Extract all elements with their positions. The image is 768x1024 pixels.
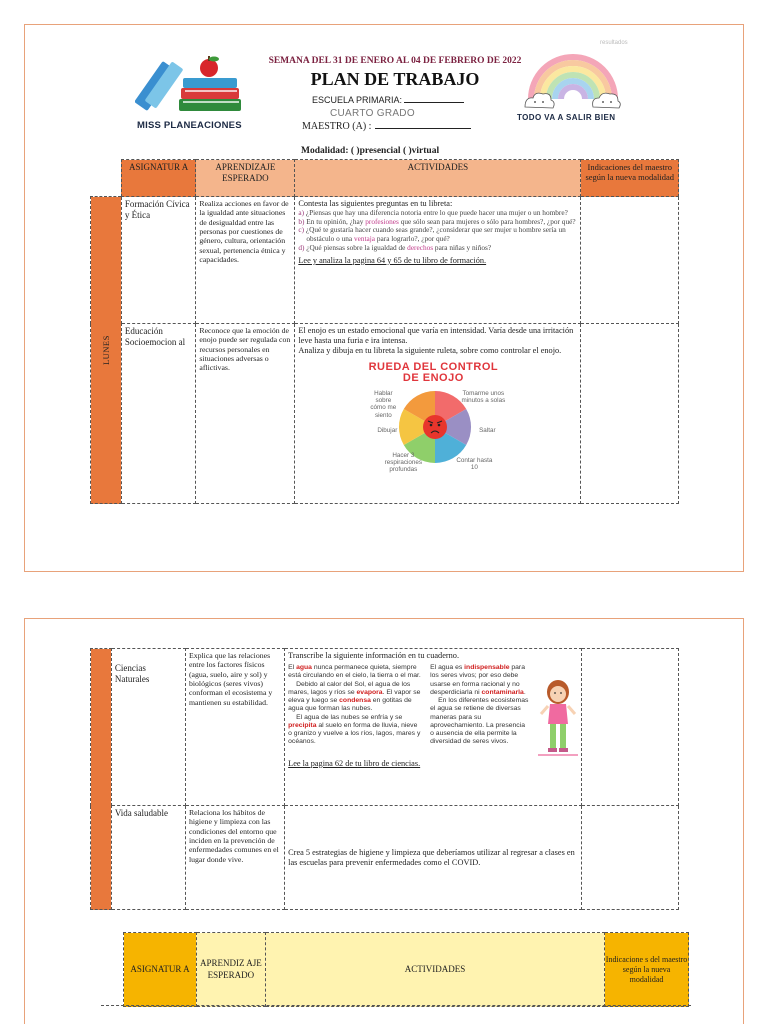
activity-text-1: El enojo es un estado emocional que varía en intensidad. Varía desde una irritación leve hasta una furia e ira intensa. (298, 326, 574, 345)
rainbow-cloud-icon (523, 47, 623, 115)
plan-table-3-header (123, 932, 689, 1007)
table-row-ciencias (91, 649, 679, 806)
table-row-socio (91, 324, 679, 504)
day-cell (91, 649, 112, 910)
learning-cell: Relaciona los hábitos de higiene y limpieza con las condiciones del entorno que inciden en la prevención de enfermedades comunes en el lugar donde vive. (185, 806, 284, 910)
learning-cell: Reconoce que la emoción de enojo puede ser regulada con recursos personales en situaciones adversas o aflictivas. (196, 324, 295, 504)
table-header-row (124, 933, 689, 1007)
table-header-row (91, 160, 679, 197)
subject-cell: Vida saludable (111, 806, 185, 910)
header-aprendizaje: APRENDIZ AJE ESPERADO (196, 933, 265, 1007)
activity-cell (285, 649, 582, 806)
header-actividades: ACTIVIDADES (265, 933, 604, 1007)
indications-cell (582, 649, 679, 806)
girl-illustration (538, 678, 578, 758)
water-info (288, 664, 578, 758)
activity-outro: Lee la pagina 62 de tu libro de ciencias. (288, 758, 421, 768)
header-indicaciones: Indicacione s del maestro según la nueva modalidad (605, 933, 689, 1007)
indications-cell (581, 324, 679, 504)
wheel-title: RUEDA DEL CONTROL DE ENOJO (368, 360, 499, 385)
day-label: LUNES (100, 334, 111, 365)
learning-cell: Realiza acciones en favor de la igualdad ante situaciones de desigualdad entre las personas por cuestiones de género, cultura, orientación sexual, pertenencia étnica y capacidades. (196, 197, 295, 324)
subject-cell: Ciencias Naturales (111, 649, 185, 806)
indications-cell (581, 197, 679, 324)
water-column-1: El agua nunca permanece quieta, siempre está circulando en el cielo, la tierra o el mar. Debido al calor del Sol, el agua de los mares, lagos y ríos se evapora. El vapor se eleva y luego se condensa en gotitas de agua que forman las nubes. El agua de las nubes se enfría y se precipita al suelo en forma de lluvia, nieve o granizo y vuelve a los ríos, lagos, mares y océanos. (288, 663, 421, 746)
watermark-text: resultados (600, 40, 628, 46)
teacher-label: MAESTRO (A) : (302, 121, 471, 132)
water-column-2: El agua es indispensable para los seres vivos; por eso debe usarse en forma racional y no desperdiciarla ni contaminarla. En los diferentes ecosistemas el agua se retiene de diversas maneras para su aprovechamiento. La presencia o ausencia de ella permite la diversidad de seres vivos. (430, 663, 529, 746)
activity-outro: Lee y analiza la pagina 64 y 65 de tu libro de formación. (298, 255, 487, 265)
grade-label: CUARTO GRADO (330, 108, 415, 119)
tagline: TODO VA A SALIR BIEN (517, 113, 616, 122)
page-1 (24, 24, 744, 572)
page-2 (24, 618, 744, 1024)
activity-text-2: Analiza y dibuja en tu libreta la siguiente ruleta, sobre como controlar el enojo. (298, 345, 562, 355)
question-d: d) ¿Qué piensas sobre la igualdad de derechos para niñas y niños? (298, 242, 492, 252)
question-b: b) En tu opinión, ¿hay profesiones que sólo sean para mujeres o sólo para hombres?, ¿por qué? (298, 216, 576, 226)
activity-cell (295, 197, 581, 324)
anger-wheel (298, 360, 568, 480)
books-apple-logo (135, 55, 245, 115)
header-aprendizaje: APRENDIZAJE ESPERADO (196, 160, 295, 197)
learning-cell: Explica que las relaciones entre los factores físicos (agua, suelo, aire y sol) y biológicos (seres vivos) conforman el ecosistema y mantienen su estabilidad. (185, 649, 284, 806)
wheel-label-alone: Tomarme unos minutos a solas (461, 389, 506, 405)
subject-cell: Educación Socioemocion al (121, 324, 195, 504)
header-asignatura: ASIGNATUR A (124, 933, 197, 1007)
activity-cell: Crea 5 estrategias de higiene y limpieza que deberíamos utilizar al regresar a clases en las escuelas para prevenir enfermedades como el COVID. (285, 806, 582, 910)
wheel-label-count: Contar hasta 10 (456, 456, 493, 472)
modalidad-line: Modalidad: ( )presencial ( )virtual (301, 146, 440, 156)
angry-face-icon (423, 415, 447, 439)
day-cell (91, 197, 122, 504)
brand-name: MISS PLANEACIONES (137, 120, 242, 131)
activity-intro: Contesta las siguientes preguntas en tu libreta: (298, 199, 453, 208)
activity-cell (295, 324, 581, 504)
header-indicaciones: Indicaciones del maestro según la nueva modalidad (581, 160, 679, 197)
wheel-label-talk: Hablar sobre cómo me siento (370, 389, 397, 419)
wheel-label-draw: Dibujar (377, 426, 398, 434)
table-3-continuation-line (101, 1005, 691, 1006)
question-a: a) ¿Piensas que hay una diferencia notoria entre lo que puede hacer una mujer o un hombre? (298, 207, 568, 217)
plan-title: PLAN DE TRABAJO (310, 69, 480, 89)
plan-table-1 (90, 159, 679, 504)
table-row-vida (91, 806, 679, 910)
wheel-label-breathe: Hacer 3 respiraciones profundas (384, 451, 423, 474)
school-label: ESCUELA PRIMARIA: (312, 95, 464, 105)
week-range: SEMANA DEL 31 DE ENERO AL 04 DE FEBRERO DE 2022 (268, 56, 522, 66)
header-asignatura: ASIGNATUR A (121, 160, 195, 197)
table-row-civica (91, 197, 679, 324)
subject-cell: Formación Cívica y Ética (121, 197, 195, 324)
header-actividades: ACTIVIDADES (295, 160, 581, 197)
question-c: c) ¿Qué te gustaría hacer cuando seas grande?, ¿considerar que ser mujer u hombre sería un obstáculo o una ventaja para lograrlo?, ¿por qué? (298, 225, 566, 244)
wheel-label-jump: Saltar (479, 426, 496, 434)
plan-table-2 (90, 648, 679, 910)
activity-intro: Transcribe la siguiente información en tu cuaderno. (288, 651, 460, 660)
indications-cell (582, 806, 679, 910)
